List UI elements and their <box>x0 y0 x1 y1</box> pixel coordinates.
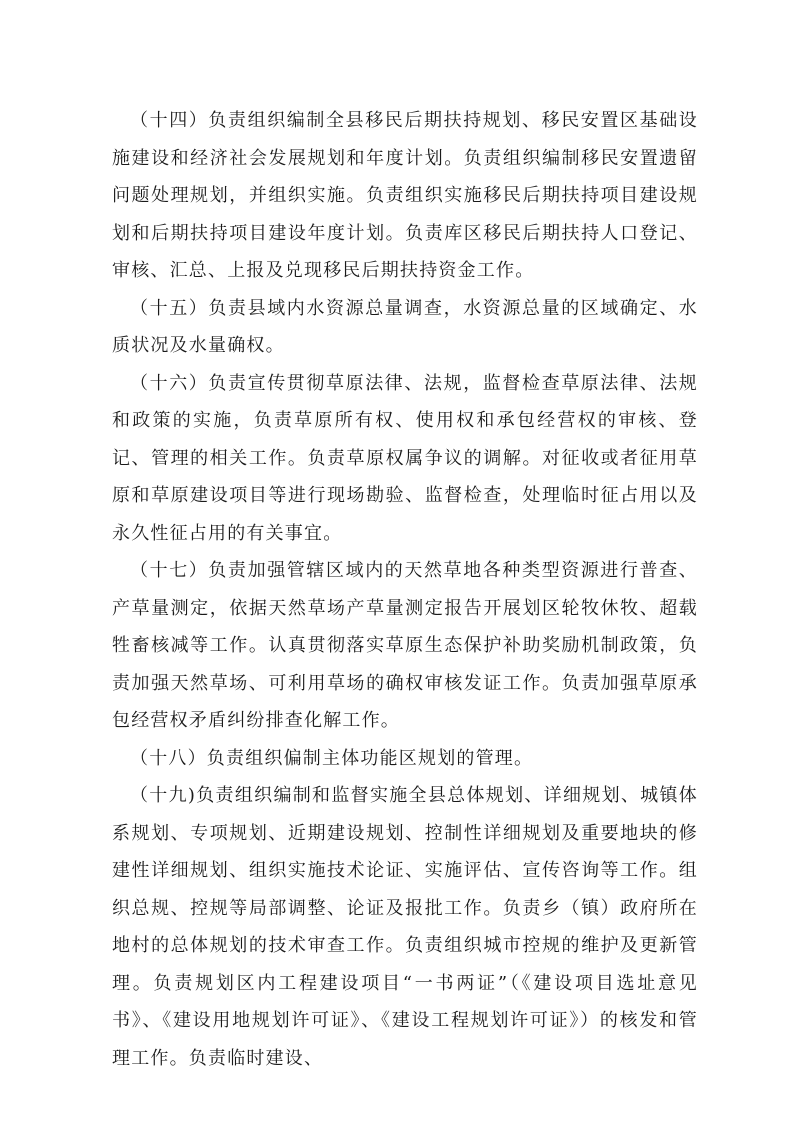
document-body <box>112 102 698 1077</box>
paragraph-item-16: （十六）负责宣传贯彻草原法律、法规，监督检查草原法律、法规和政策的实施，负责草原所有权、使用权和承包经营权的审核、登记、管理的相关工作。负责草原权属争议的调解。对征收或者征用草原和草原建设项目等进行现场勘验、监督检查，处理临时征占用以及永久性征占用的有关事宜。 <box>112 372 698 544</box>
paragraph-item-14: （十四）负责组织编制全县移民后期扶持规划、移民安置区基础设施建设和经济社会发展规划和年度计划。负责组织编制移民安置遗留问题处理规划，并组织实施。负责组织实施移民后期扶持项目建设规划和后期扶持项目建设年度计划。负责库区移民后期扶持人口登记、审核、汇总、上报及兑现移民后期扶持资金工作。 <box>112 110 698 281</box>
paragraph-item-18: （十八）负责组织偏制主体功能区规划的管理。 <box>130 747 534 769</box>
paragraph-item-15: （十五）负责县域内水资源总量调查，水资源总量的区域确定、水质状况及水量确权。 <box>112 297 698 356</box>
paragraph-item-17: （十七）负责加强管辖区域内的天然草地各种类型资源进行普查、产草量测定，依据天然草场产草量测定报告开展划区轮牧休牧、超载牲畜核减等工作。认真贯彻落实草原生态保护补助奖励机制政策，负责加强天然草场、可利用草场的确权审核发证工作。负责加强草原承包经营权矛盾纠纷排查化解工作。 <box>112 560 698 731</box>
paragraph-item-19: （十九)负责组织编制和监督实施全县总体规划、详细规划、城镇体系规划、专项规划、近期建设规划、控制性详细规划及重要地块的修建性详细规划、组织实施技术论证、实施评估、宣传咨询等工作。组织总规、控规等局部调整、论证及报批工作。负责乡（镇）政府所在地村的总体规划的技术审查工作。负责组织城市控规的维护及更新管理。负责规划区内工程建设项目“一书两证”（《建设项目选址意见书》、《建设用地规划许可证》、《建设工程规划许可证》）的核发和管理工作。负责临时建设、 <box>112 785 698 1069</box>
